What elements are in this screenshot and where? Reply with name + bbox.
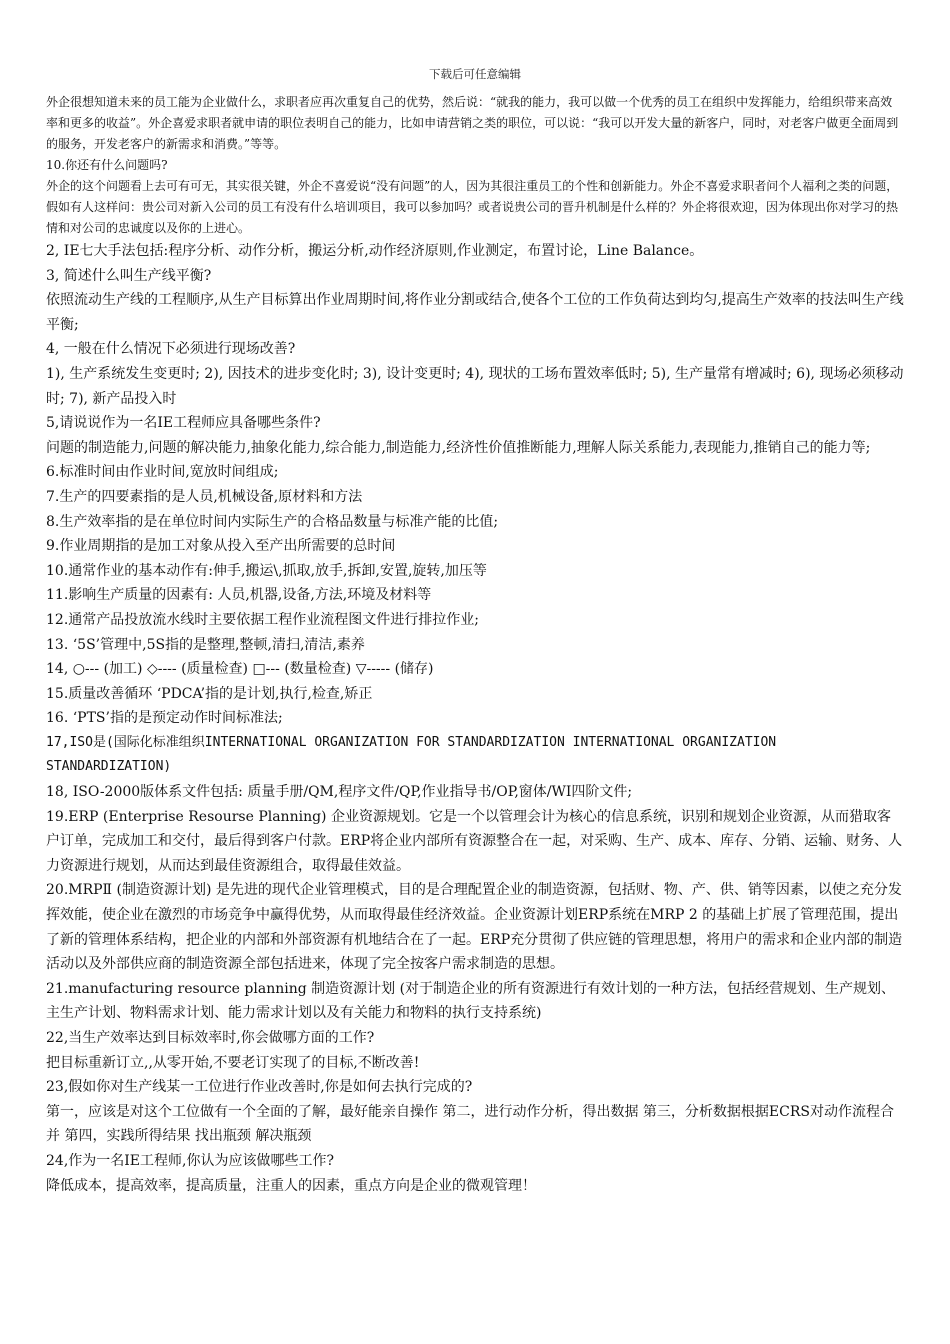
document-body bbox=[46, 62, 904, 1198]
paragraph: 外企的这个问题看上去可有可无，其实很关键，外企不喜爱说“没有问题”的人，因为其很注重员工的个性和创新能力。外企不喜爱求职者问个人福利之类的问题，假如有人这样问：贵公司对新入公司的员工有没有什么培训项目，我可以参加吗？或者说贵公司的晋升机制是什么样的？外企将很欢迎，因为体现出你对学习的热情和对公司的忠诚度以及你的上进心。 bbox=[46, 179, 899, 235]
list-item: 2, IE七大手法包括:程序分析、动作分析，搬运分析,动作经济原则,作业测定，布置讨论，Line Balance。 bbox=[46, 243, 704, 259]
paragraph: 第一，应该是对这个工位做有一个全面的了解，最好能亲自操作 第二，进行动作分析，得出数据 第三，分析数据根据ECRS对动作流程合并 第四，实践所得结果 找出瓶颈 解决瓶颈 bbox=[46, 1103, 894, 1145]
list-item: 14, ○--- (加工) ◇---- (质量检查) □--- (数量检查) ▽----- (储存) bbox=[46, 661, 434, 678]
list-item: 15.质量改善循环 ‘PDCA’指的是计划,执行,检查,矫正 bbox=[46, 685, 373, 702]
paragraph: 1), 生产系统发生变更时; 2), 因技术的进步变化时; 3), 设计变更时; 4), 现状的工场布置效率低时; 5), 生产量常有增减时; 6), 现场必须移动时; 7), 新产品投入时 bbox=[46, 365, 904, 407]
list-item: 13. ‘5S’管理中,5S指的是整理,整顿,清扫,清洁,素养 bbox=[46, 636, 365, 653]
list-item: 19.ERP (Enterprise Resourse Planning) 企业资源规划。它是一个以管理会计为核心的信息系统，识别和规划企业资源，从而猎取客户订单，完成加工和交付，最后得到客户付款。ERP将企业内部所有资源整合在一起，对采购、生产、成本、库存、分销、运输、财务、人力资源进行规划，从而达到最佳资源组合，取得最佳效益。 bbox=[46, 808, 903, 874]
question-heading: 5,请说说作为一名IE工程师应具备哪些条件? bbox=[46, 415, 321, 432]
list-item: 8.生产效率指的是在单位时间内实际生产的合格品数量与标准产能的比值; bbox=[46, 513, 499, 530]
page-header: 下载后可任意编辑 bbox=[429, 67, 521, 81]
paragraph: 外企很想知道未来的员工能为企业做什么，求职者应再次重复自己的优势，然后说：“就我的能力，我可以做一个优秀的员工在组织中发挥能力，给组织带来高效率和更多的收益”。外企喜爱求职者就申请的职位表明自己的能力，比如申请营销之类的职位，可以说：“我可以开发大量的新客户，同时，对老客户做更全面周到的服务，开发老客户的新需求和消费。”等等。 bbox=[46, 95, 899, 151]
paragraph: 依照流动生产线的工程顺序,从生产目标算出作业周期时间,将作业分割或结合,使各个工位的工作负荷达到均匀,提高生产效率的技法叫生产线平衡; bbox=[46, 292, 904, 333]
list-item: 6.标准时间由作业时间,宽放时间组成; bbox=[46, 464, 279, 481]
question-heading: 24,作为一名IE工程师,你认为应该做哪些工作? bbox=[46, 1152, 334, 1169]
list-item: 7.生产的四要素指的是人员,机械设备,原材料和方法 bbox=[46, 488, 363, 505]
list-item: 17,ISO是(国际化标准组织INTERNATIONAL ORGANIZATION FOR STANDARDIZATION INTERNATIONAL ORGANIZATION STANDARDIZATION) bbox=[46, 734, 777, 775]
question-heading: 3, 简述什么叫生产线平衡? bbox=[46, 267, 212, 284]
list-item: 18, ISO-2000版体系文件包括: 质量手册/QM,程序文件/QP,作业指导书/OP,窗体/WI四阶文件; bbox=[46, 784, 633, 801]
question-heading: 23,假如你对生产线某一工位进行作业改善时,你是如何去执行完成的? bbox=[46, 1079, 473, 1096]
list-item: 10.通常作业的基本动作有:伸手,搬运\,抓取,放手,拆卸,安置,旋转,加压等 bbox=[46, 562, 487, 579]
paragraph: 问题的制造能力,问题的解决能力,抽象化能力,综合能力,制造能力,经济性价值推断能力,理解人际关系能力,表现能力,推销自己的能力等; bbox=[46, 439, 871, 456]
list-item: 12.通常产品投放流水线时主要依据工程作业流程图文件进行排拉作业; bbox=[46, 611, 479, 628]
paragraph: 降低成本，提高效率，提高质量，注重人的因素，重点方向是企业的微观管理！ bbox=[46, 1177, 536, 1194]
list-item: 9.作业周期指的是加工对象从投入至产出所需要的总时间 bbox=[46, 538, 396, 555]
paragraph: 把目标重新订立,,从零开始,不要老订实现了的目标,不断改善! bbox=[46, 1054, 420, 1071]
list-item: 21.manufacturing resource planning 制造资源计划 (对于制造企业的所有资源进行有效计划的一种方法，包括经营规划、生产规划、主生产计划、物料需求计划、能力需求计划以及有关能力和物料的执行支持系统) bbox=[46, 980, 896, 1022]
list-item: 20.MRPⅡ (制造资源计划) 是先进的现代企业管理模式，目的是合理配置企业的制造资源，包括财、物、产、供、销等因素，以使之充分发挥效能，使企业在激烈的市场竞争中赢得优势，从而取得最佳经济效益。企业资源计划ERP系统在MRP 2 的基础上扩展了管理范围，提出了新的管理体系结构，把企业的内部和外部资源有机地结合在了一起。ERP充分贯彻了供应链的管理思想，将用户的需求和企业内部的制造活动以及外部供应商的制造资源全部包括进来，体现了完全按客户需求制造的思想。 bbox=[46, 882, 903, 973]
question-heading: 4, 一般在什么情况下必须进行现场改善? bbox=[46, 341, 296, 358]
question-heading: 22,当生产效率达到目标效率时,你会做哪方面的工作? bbox=[46, 1030, 375, 1046]
list-item: 16. ‘PTS’指的是预定动作时间标准法; bbox=[46, 710, 283, 727]
list-item: 11.影响生产质量的因素有: 人员,机器,设备,方法,环境及材料等 bbox=[46, 587, 432, 604]
question-heading: 10.你还有什么问题吗? bbox=[46, 158, 168, 172]
